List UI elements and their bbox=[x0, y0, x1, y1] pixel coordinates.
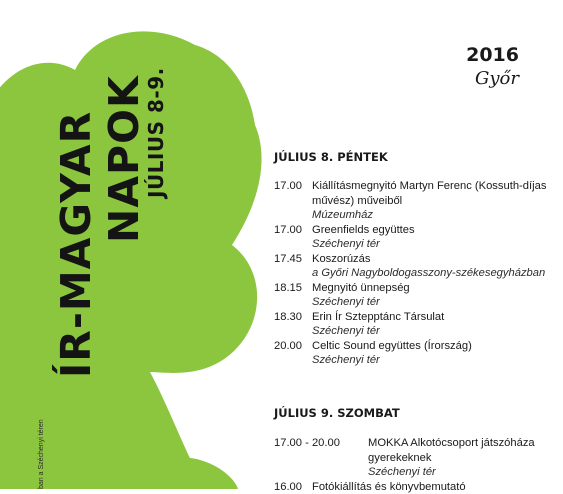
schedule-item bbox=[274, 436, 554, 480]
event-time: 20.00 bbox=[274, 339, 312, 368]
event-name: Megnyitó ünnepség bbox=[312, 281, 410, 296]
schedule-day-1 bbox=[274, 179, 554, 368]
schedule-item bbox=[274, 281, 554, 310]
event-name: Fotókiállítás és könyvbemutató bbox=[312, 480, 466, 494]
event-time: 17.00 - 20.00 bbox=[274, 436, 368, 480]
event-title-line2: NAPOK bbox=[100, 75, 148, 243]
side-note: ban a Széchenyi téren bbox=[38, 419, 45, 489]
schedule-item bbox=[274, 480, 554, 494]
event-name: Erin Ír Sztepptánc Társulat bbox=[312, 310, 444, 325]
schedule-item bbox=[274, 179, 554, 223]
event-name: Greenfields együttes bbox=[312, 223, 415, 238]
schedule-item bbox=[274, 252, 554, 281]
event-venue: Széchenyi tér bbox=[312, 237, 415, 252]
event-venue: Széchenyi tér bbox=[312, 353, 472, 368]
event-name: Koszorúzás bbox=[312, 252, 545, 267]
event-time: 17.45 bbox=[274, 252, 312, 281]
schedule-day-2 bbox=[274, 436, 554, 494]
event-dates: JÚLIUS 8-9. bbox=[144, 67, 168, 198]
event-name: MOKKA Alkotócsoport játszóháza gyerekeknek bbox=[368, 436, 554, 465]
event-time: 18.15 bbox=[274, 281, 312, 310]
event-name: Kiállításmegnyitó Martyn Ferenc (Kossuth-díjas művész) műveiből bbox=[312, 179, 554, 208]
event-time: 16.00 bbox=[274, 480, 312, 494]
schedule-item bbox=[274, 310, 554, 339]
event-venue: Széchenyi tér bbox=[312, 324, 444, 339]
event-time: 18.30 bbox=[274, 310, 312, 339]
event-title-line1: ÍR-MAGYAR bbox=[52, 111, 100, 378]
schedule-item bbox=[274, 339, 554, 368]
event-venue: Múzeumház bbox=[312, 208, 554, 223]
event-time: 17.00 bbox=[274, 223, 312, 252]
event-venue: Széchenyi tér bbox=[368, 465, 554, 480]
event-time: 17.00 bbox=[274, 179, 312, 223]
day-heading-1: JÚLIUS 8. PÉNTEK bbox=[274, 150, 388, 164]
schedule-item bbox=[274, 223, 554, 252]
event-venue: Széchenyi tér bbox=[312, 295, 410, 310]
event-venue: a Győri Nagyboldogasszony-székesegyházban bbox=[312, 266, 545, 281]
city: Győr bbox=[475, 68, 519, 89]
day-heading-2: JÚLIUS 9. SZOMBAT bbox=[274, 406, 400, 420]
year: 2016 bbox=[466, 44, 519, 66]
event-name: Celtic Sound együttes (Írország) bbox=[312, 339, 472, 354]
